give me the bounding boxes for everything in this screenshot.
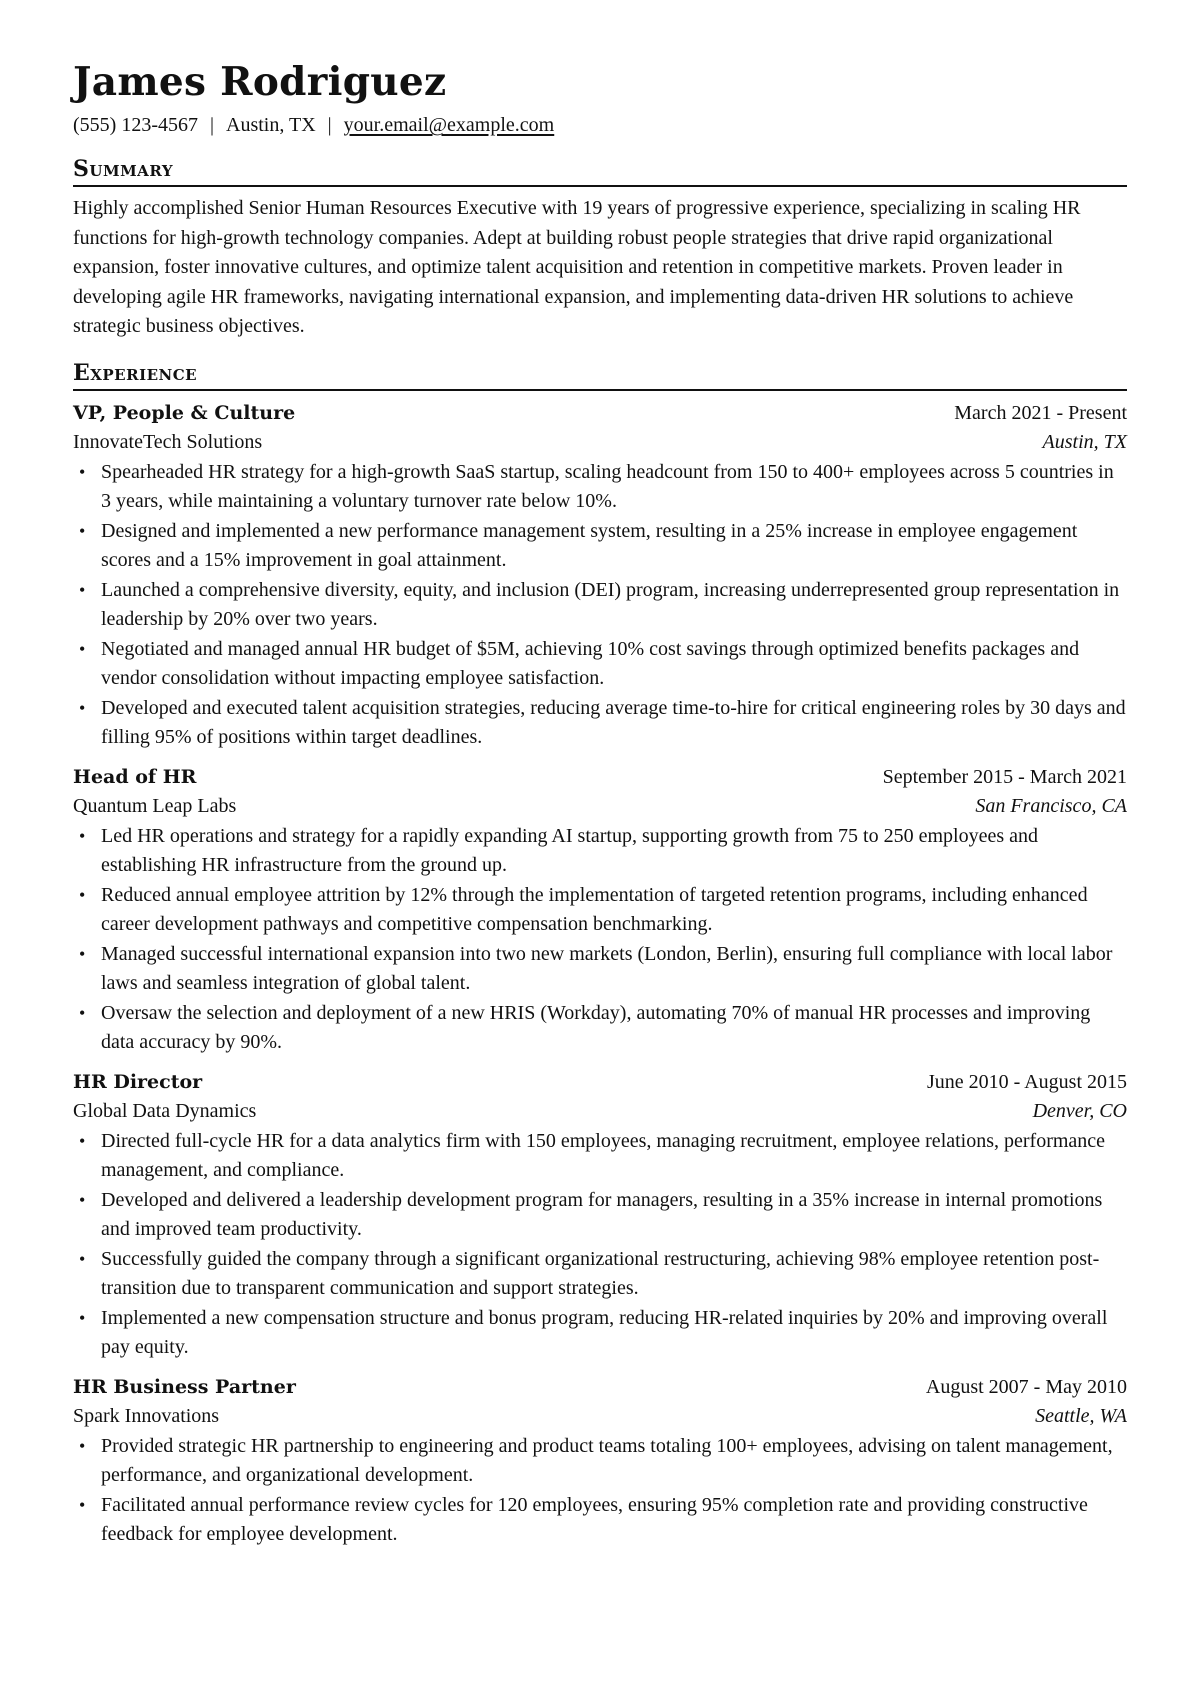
job-bullet: • Spearheaded HR strategy for a high-growth SaaS startup, scaling headcount from 150 to 400+ employees across 5 countries in 3 years, while maintaining a voluntary turnover rate below 10%. xyxy=(101,458,1127,517)
job-company-row xyxy=(73,428,1127,458)
job-bullets xyxy=(73,458,1127,753)
job-entry xyxy=(73,1068,1127,1363)
job-company: Quantum Leap Labs xyxy=(73,795,237,818)
contact-line xyxy=(73,112,1127,138)
job-dates: August 2007 - May 2010 xyxy=(925,1375,1127,1398)
job-location: Seattle, WA xyxy=(1035,1405,1127,1428)
job-bullet: • Facilitated annual performance review cycles for 120 employees, ensuring 95% completion rate and providing constructive feedback for employee development. xyxy=(101,1491,1127,1550)
job-company: Global Data Dynamics xyxy=(73,1100,257,1123)
job-bullet: • Launched a comprehensive diversity, equity, and inclusion (DEI) program, increasing underrepresented group representation in leadership by 20% over two years. xyxy=(101,576,1127,635)
job-entry xyxy=(73,763,1127,1058)
job-bullets xyxy=(73,1127,1127,1363)
job-bullet: • Reduced annual employee attrition by 12% through the implementation of targeted retention programs, including enhanced career development pathways and competitive compensation benchmarking. xyxy=(101,881,1127,940)
job-location: Austin, TX xyxy=(1042,431,1127,454)
job-title: HR Business Partner xyxy=(73,1375,296,1398)
job-company-row xyxy=(73,1097,1127,1127)
job-title: VP, People & Culture xyxy=(73,401,296,424)
job-company: Spark Innovations xyxy=(73,1405,220,1428)
job-bullets xyxy=(73,822,1127,1058)
job-bullet: • Directed full-cycle HR for a data analytics firm with 150 employees, managing recruitment, employee relations, performance management, and compliance. xyxy=(101,1127,1127,1186)
job-bullet: • Oversaw the selection and deployment of a new HRIS (Workday), automating 70% of manual HR processes and improving data accuracy by 90%. xyxy=(101,999,1127,1058)
job-dates: September 2015 - March 2021 xyxy=(882,765,1127,788)
contact-separator: | xyxy=(209,114,214,136)
candidate-name: James Rodriguez xyxy=(73,59,447,105)
job-bullet: • Managed successful international expansion into two new markets (London, Berlin), ensuring full compliance with local labor laws and seamless integration of global talent. xyxy=(101,940,1127,999)
job-entry xyxy=(73,399,1127,753)
job-title: HR Director xyxy=(73,1070,203,1093)
experience-list xyxy=(73,399,1127,1550)
email-link[interactable]: your.email@example.com xyxy=(343,114,555,136)
job-bullet: • Successfully guided the company through a significant organizational restructuring, achieving 98% employee retention post-transition due to transparent communication and support strategies. xyxy=(101,1245,1127,1304)
job-bullet: • Designed and implemented a new performance management system, resulting in a 25% increase in employee engagement scores and a 15% improvement in goal attainment. xyxy=(101,517,1127,576)
job-location: San Francisco, CA xyxy=(975,795,1127,818)
phone-number: (555) 123-4567 xyxy=(73,114,198,136)
summary-heading: Summary xyxy=(73,156,1127,187)
job-dates: March 2021 - Present xyxy=(954,401,1127,424)
experience-heading: Experience xyxy=(73,360,1127,391)
job-company: InnovateTech Solutions xyxy=(73,431,263,454)
job-company-row xyxy=(73,1402,1127,1432)
job-company-row xyxy=(73,792,1127,822)
job-location: Denver, CO xyxy=(1032,1100,1127,1123)
job-bullet: • Provided strategic HR partnership to engineering and product teams totaling 100+ employees, advising on talent management, performance, and organizational development. xyxy=(101,1432,1127,1491)
job-bullet: • Implemented a new compensation structure and bonus program, reducing HR-related inquiries by 20% and improving overall pay equity. xyxy=(101,1304,1127,1363)
job-header-row xyxy=(73,763,1127,793)
job-bullet: • Developed and executed talent acquisition strategies, reducing average time-to-hire for critical engineering roles by 30 days and filling 95% of positions within target deadlines. xyxy=(101,694,1127,753)
job-header-row xyxy=(73,399,1127,429)
summary-text: Highly accomplished Senior Human Resources Executive with 19 years of progressive experience, specializing in scaling HR functions for high-growth technology companies. Adept at building robust people strategies that drive rapid organizational expansion, foster innovative cultures, and optimize talent acquisition and retention in competitive markets. Proven leader in developing agile HR frameworks, navigating international expansion, and implementing data-driven HR solutions to achieve strategic business objectives. xyxy=(73,197,1081,338)
contact-location: Austin, TX xyxy=(226,114,316,136)
job-bullet: • Negotiated and managed annual HR budget of $5M, achieving 10% cost savings through optimized benefits packages and vendor consolidation without impacting employee satisfaction. xyxy=(101,635,1127,694)
contact-separator: | xyxy=(327,114,332,136)
job-header-row xyxy=(73,1068,1127,1098)
job-header-row xyxy=(73,1373,1127,1403)
job-entry xyxy=(73,1373,1127,1550)
job-bullet: • Led HR operations and strategy for a rapidly expanding AI startup, supporting growth from 75 to 250 employees and establishing HR infrastructure from the ground up. xyxy=(101,822,1127,881)
job-bullets xyxy=(73,1432,1127,1550)
job-title: Head of HR xyxy=(73,765,197,788)
job-dates: June 2010 - August 2015 xyxy=(927,1070,1127,1093)
job-bullet: • Developed and delivered a leadership development program for managers, resulting in a 35% increase in internal promotions and improved team productivity. xyxy=(101,1186,1127,1245)
